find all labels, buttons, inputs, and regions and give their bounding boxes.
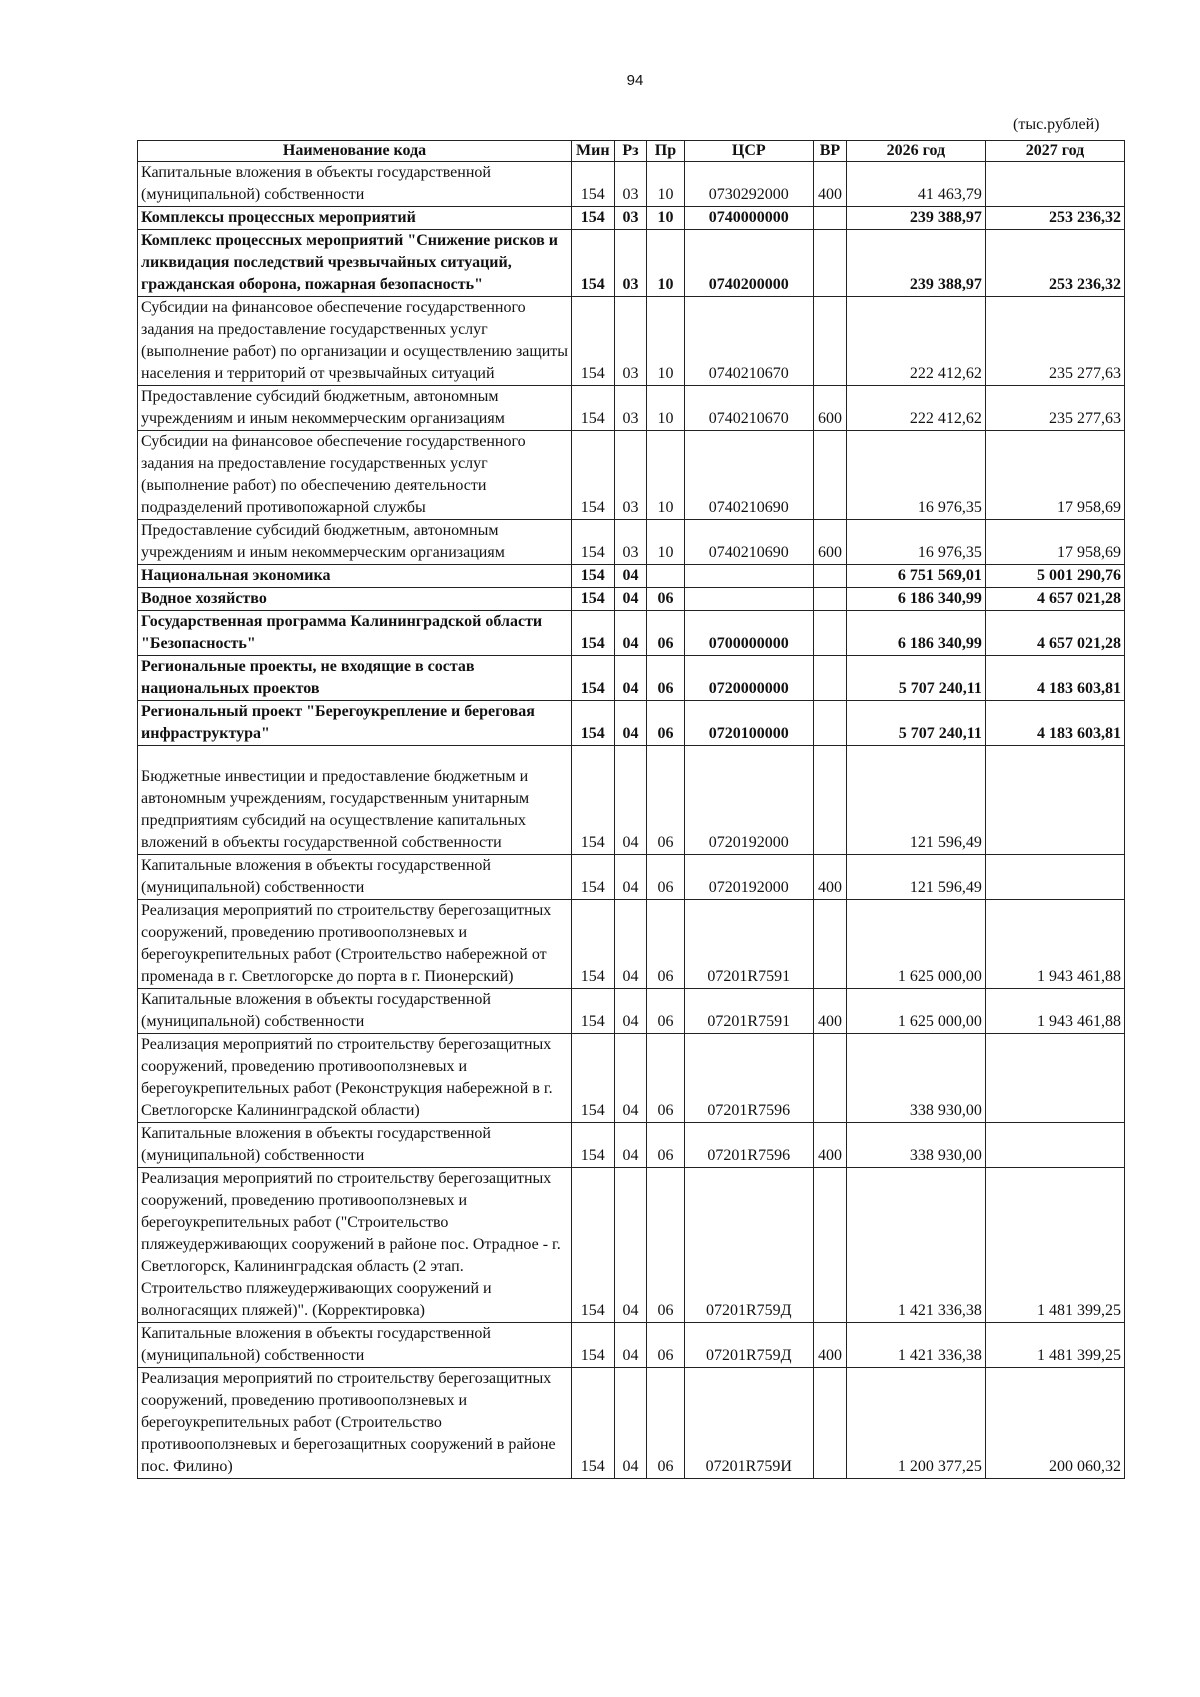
cell-pr: 06 (647, 746, 684, 855)
page-number: 94 (626, 72, 644, 89)
cell-y2026: 1 625 000,00 (846, 989, 985, 1034)
cell-min: 154 (572, 1323, 614, 1368)
cell-y2027: 4 183 603,81 (985, 656, 1124, 701)
cell-rz: 04 (614, 588, 647, 611)
cell-csr: 0720000000 (684, 656, 813, 701)
cell-name: Национальная экономика (138, 565, 572, 588)
cell-vr (814, 611, 847, 656)
cell-csr: 0740210670 (684, 386, 813, 431)
cell-min: 154 (572, 900, 614, 989)
cell-name: Предоставление субсидий бюджетным, автономным учреждениям и иным некоммерческим организациям (138, 520, 572, 565)
cell-y2027: 235 277,63 (985, 386, 1124, 431)
cell-vr (814, 1368, 847, 1479)
table-row (138, 431, 1125, 520)
cell-csr: 0740210690 (684, 520, 813, 565)
cell-min: 154 (572, 989, 614, 1034)
cell-pr: 06 (647, 855, 684, 900)
cell-name: Комплекс процессных мероприятий "Снижение рисков и ликвидация последствий чрезвычайных ситуаций, гражданская оборона, пожарная безопасность" (138, 230, 572, 297)
cell-min: 154 (572, 297, 614, 386)
cell-pr: 10 (647, 386, 684, 431)
table-row (138, 900, 1125, 989)
cell-min: 154 (572, 588, 614, 611)
cell-min: 154 (572, 1168, 614, 1323)
cell-rz: 03 (614, 297, 647, 386)
cell-vr (814, 1168, 847, 1323)
cell-csr: 0740210670 (684, 297, 813, 386)
cell-y2027: 253 236,32 (985, 230, 1124, 297)
cell-min: 154 (572, 162, 614, 207)
cell-rz: 03 (614, 230, 647, 297)
cell-min: 154 (572, 1123, 614, 1168)
cell-csr: 0720192000 (684, 855, 813, 900)
cell-y2027: 4 183 603,81 (985, 701, 1124, 746)
cell-y2026: 16 976,35 (846, 431, 985, 520)
cell-csr: 0740210690 (684, 431, 813, 520)
cell-pr: 06 (647, 989, 684, 1034)
cell-y2027 (985, 1034, 1124, 1123)
cell-csr: 07201R7591 (684, 900, 813, 989)
cell-csr: 0700000000 (684, 611, 813, 656)
cell-y2027: 1 481 399,25 (985, 1168, 1124, 1323)
cell-y2027: 200 060,32 (985, 1368, 1124, 1479)
cell-csr: 0730292000 (684, 162, 813, 207)
cell-min: 154 (572, 386, 614, 431)
cell-min: 154 (572, 565, 614, 588)
cell-csr: 0720192000 (684, 746, 813, 855)
cell-vr: 400 (814, 855, 847, 900)
cell-y2026: 222 412,62 (846, 386, 985, 431)
cell-pr: 06 (647, 701, 684, 746)
cell-y2026: 6 186 340,99 (846, 611, 985, 656)
cell-y2027: 17 958,69 (985, 431, 1124, 520)
cell-y2026: 239 388,97 (846, 207, 985, 230)
table-row (138, 386, 1125, 431)
cell-y2026: 5 707 240,11 (846, 656, 985, 701)
cell-vr: 400 (814, 1323, 847, 1368)
cell-vr (814, 207, 847, 230)
cell-y2026: 1 421 336,38 (846, 1323, 985, 1368)
cell-y2026: 338 930,00 (846, 1123, 985, 1168)
cell-vr (814, 701, 847, 746)
header-pr: Пр (647, 141, 684, 162)
cell-vr (814, 431, 847, 520)
table-row (138, 162, 1125, 207)
cell-name: Капитальные вложения в объекты государственной (муниципальной) собственности (138, 1123, 572, 1168)
table-row (138, 1034, 1125, 1123)
cell-csr: 0740200000 (684, 230, 813, 297)
cell-y2027 (985, 162, 1124, 207)
table-row (138, 611, 1125, 656)
cell-vr (814, 230, 847, 297)
cell-pr: 06 (647, 1168, 684, 1323)
cell-y2026: 1 421 336,38 (846, 1168, 985, 1323)
cell-name: Предоставление субсидий бюджетным, автономным учреждениям и иным некоммерческим организациям (138, 386, 572, 431)
cell-pr: 10 (647, 297, 684, 386)
cell-name: Государственная программа Калининградской области "Безопасность" (138, 611, 572, 656)
cell-y2027: 4 657 021,28 (985, 611, 1124, 656)
table-row (138, 701, 1125, 746)
cell-min: 154 (572, 701, 614, 746)
cell-rz: 04 (614, 565, 647, 588)
cell-pr: 06 (647, 656, 684, 701)
cell-rz: 04 (614, 989, 647, 1034)
cell-vr (814, 656, 847, 701)
cell-csr: 07201R7596 (684, 1123, 813, 1168)
cell-y2026: 121 596,49 (846, 855, 985, 900)
cell-csr: 0720100000 (684, 701, 813, 746)
cell-csr: 07201R7596 (684, 1034, 813, 1123)
header-vr: ВР (814, 141, 847, 162)
header-csr: ЦСР (684, 141, 813, 162)
cell-name: Капитальные вложения в объекты государственной (муниципальной) собственности (138, 162, 572, 207)
cell-min: 154 (572, 611, 614, 656)
header-name: Наименование кода (138, 141, 572, 162)
cell-min: 154 (572, 1368, 614, 1479)
cell-rz: 04 (614, 1123, 647, 1168)
cell-vr (814, 297, 847, 386)
cell-rz: 03 (614, 520, 647, 565)
cell-y2026: 1 625 000,00 (846, 900, 985, 989)
cell-vr: 400 (814, 162, 847, 207)
cell-name: Реализация мероприятий по строительству берегозащитных сооружений, проведению противооползневых и берегоукрепительных работ (Реконструкция набережной в г. Светлогорске Калининградской области) (138, 1034, 572, 1123)
header-2027: 2027 год (985, 141, 1124, 162)
table-row (138, 1168, 1125, 1323)
cell-rz: 04 (614, 900, 647, 989)
units-label: (тыс.рублей) (1013, 116, 1100, 133)
table-row (138, 520, 1125, 565)
cell-min: 154 (572, 207, 614, 230)
table-row (138, 1323, 1125, 1368)
table-row (138, 565, 1125, 588)
cell-rz: 04 (614, 1034, 647, 1123)
cell-csr (684, 588, 813, 611)
cell-csr: 07201R7591 (684, 989, 813, 1034)
cell-name: Капитальные вложения в объекты государственной (муниципальной) собственности (138, 855, 572, 900)
cell-y2026: 6 751 569,01 (846, 565, 985, 588)
cell-min: 154 (572, 656, 614, 701)
cell-vr (814, 900, 847, 989)
cell-csr: 0740000000 (684, 207, 813, 230)
cell-name: Региональный проект "Берегоукрепление и береговая инфраструктура" (138, 701, 572, 746)
cell-csr: 07201R759Д (684, 1168, 813, 1323)
table-row (138, 746, 1125, 855)
cell-rz: 04 (614, 1323, 647, 1368)
cell-y2026: 121 596,49 (846, 746, 985, 855)
cell-vr: 600 (814, 520, 847, 565)
cell-name: Субсидии на финансовое обеспечение государственного задания на предоставление государственных услуг (выполнение работ) по обеспечению деятельности подразделений противопожарной службы (138, 431, 572, 520)
cell-pr: 10 (647, 207, 684, 230)
cell-y2026: 222 412,62 (846, 297, 985, 386)
cell-vr (814, 746, 847, 855)
cell-y2026: 5 707 240,11 (846, 701, 985, 746)
cell-pr: 10 (647, 162, 684, 207)
table-row (138, 297, 1125, 386)
cell-pr: 06 (647, 611, 684, 656)
cell-name: Капитальные вложения в объекты государственной (муниципальной) собственности (138, 1323, 572, 1368)
table-row (138, 989, 1125, 1034)
cell-y2027 (985, 1123, 1124, 1168)
cell-y2027: 5 001 290,76 (985, 565, 1124, 588)
cell-pr: 10 (647, 230, 684, 297)
cell-rz: 04 (614, 611, 647, 656)
table-row (138, 1123, 1125, 1168)
table-row (138, 207, 1125, 230)
cell-csr (684, 565, 813, 588)
cell-vr (814, 588, 847, 611)
cell-y2027: 4 657 021,28 (985, 588, 1124, 611)
table-row (138, 855, 1125, 900)
cell-rz: 04 (614, 746, 647, 855)
cell-y2026: 239 388,97 (846, 230, 985, 297)
cell-y2027: 17 958,69 (985, 520, 1124, 565)
cell-min: 154 (572, 746, 614, 855)
cell-name: Бюджетные инвестиции и предоставление бюджетным и автономным учреждениям, государственным унитарным предприятиям субсидий на осуществление капитальных вложений в объекты государственной собственности (138, 746, 572, 855)
cell-name: Комплексы процессных мероприятий (138, 207, 572, 230)
cell-pr: 10 (647, 520, 684, 565)
cell-y2027 (985, 746, 1124, 855)
cell-min: 154 (572, 431, 614, 520)
cell-pr: 06 (647, 1368, 684, 1479)
cell-name: Водное хозяйство (138, 588, 572, 611)
cell-pr: 10 (647, 431, 684, 520)
cell-pr: 06 (647, 1034, 684, 1123)
cell-min: 154 (572, 230, 614, 297)
cell-pr: 06 (647, 588, 684, 611)
table-body (138, 162, 1125, 1479)
cell-y2026: 16 976,35 (846, 520, 985, 565)
cell-y2027: 1 481 399,25 (985, 1323, 1124, 1368)
table-header-row (138, 141, 1125, 162)
cell-csr: 07201R759Д (684, 1323, 813, 1368)
cell-y2026: 338 930,00 (846, 1034, 985, 1123)
cell-y2026: 1 200 377,25 (846, 1368, 985, 1479)
cell-rz: 03 (614, 431, 647, 520)
budget-table (137, 140, 1125, 1479)
cell-y2027: 1 943 461,88 (985, 989, 1124, 1034)
cell-vr: 400 (814, 1123, 847, 1168)
cell-name: Субсидии на финансовое обеспечение государственного задания на предоставление государственных услуг (выполнение работ) по организации и осуществлению защиты населения и территорий от чрезвычайных ситуаций (138, 297, 572, 386)
cell-min: 154 (572, 1034, 614, 1123)
cell-name: Капитальные вложения в объекты государственной (муниципальной) собственности (138, 989, 572, 1034)
cell-vr (814, 565, 847, 588)
cell-rz: 04 (614, 855, 647, 900)
cell-name: Реализация мероприятий по строительству берегозащитных сооружений, проведению противооползневых и берегоукрепительных работ (Строительство противооползневых и берегозащитных сооружений в районе пос. Филино) (138, 1368, 572, 1479)
cell-rz: 04 (614, 1168, 647, 1323)
header-2026: 2026 год (846, 141, 985, 162)
cell-pr: 06 (647, 1123, 684, 1168)
table-row (138, 230, 1125, 297)
cell-rz: 03 (614, 162, 647, 207)
cell-vr (814, 1034, 847, 1123)
cell-pr: 06 (647, 1323, 684, 1368)
table-row (138, 1368, 1125, 1479)
header-rz: Рз (614, 141, 647, 162)
cell-min: 154 (572, 855, 614, 900)
cell-rz: 04 (614, 1368, 647, 1479)
table-row (138, 588, 1125, 611)
table-row (138, 656, 1125, 701)
cell-y2027: 235 277,63 (985, 297, 1124, 386)
cell-y2026: 6 186 340,99 (846, 588, 985, 611)
header-min: Мин (572, 141, 614, 162)
cell-rz: 03 (614, 207, 647, 230)
cell-min: 154 (572, 520, 614, 565)
cell-y2027 (985, 855, 1124, 900)
cell-csr: 07201R759И (684, 1368, 813, 1479)
cell-pr (647, 565, 684, 588)
cell-name: Региональные проекты, не входящие в состав национальных проектов (138, 656, 572, 701)
cell-pr: 06 (647, 900, 684, 989)
cell-vr: 400 (814, 989, 847, 1034)
cell-vr: 600 (814, 386, 847, 431)
cell-rz: 04 (614, 656, 647, 701)
cell-name: Реализация мероприятий по строительству берегозащитных сооружений, проведению противооползневых и берегоукрепительных работ ("Строительство пляжеудерживающих сооружений в районе пос. Отрадное - г. Светлогорск, Калининградская область (2 этап. Строительство пляжеудерживающих сооружений и волногасящих пляжей)". (Корректировка) (138, 1168, 572, 1323)
cell-y2026: 41 463,79 (846, 162, 985, 207)
cell-y2027: 253 236,32 (985, 207, 1124, 230)
cell-rz: 04 (614, 701, 647, 746)
cell-y2027: 1 943 461,88 (985, 900, 1124, 989)
cell-name: Реализация мероприятий по строительству берегозащитных сооружений, проведению противооползневых и берегоукрепительных работ (Строительство набережной от променада в г. Светлогорске до порта в г. Пионерский) (138, 900, 572, 989)
cell-rz: 03 (614, 386, 647, 431)
